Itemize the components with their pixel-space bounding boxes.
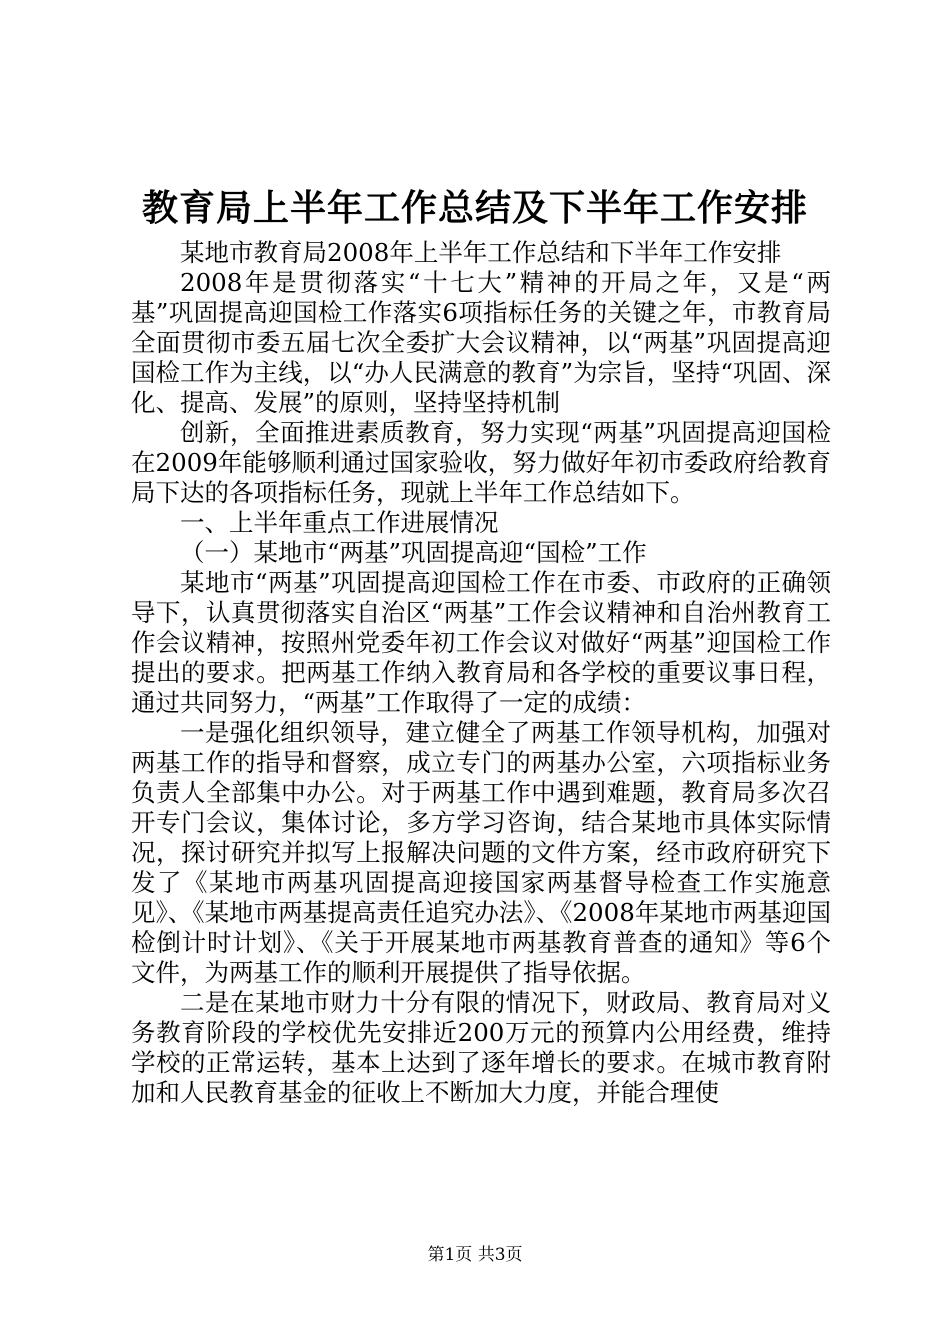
paragraph-point-two: 二是在某地市财力十分有限的情况下，财政局、教育局对义务教育阶段的学校优先安排近200万元的预算内公用经费，维持学校的正常运转，基本上达到了逐年增长的要求。在城市教育附加和人民教育基金的征收上不断加大力度，并能合理使: [131, 988, 831, 1107]
paragraph-intro: 2008年是贯彻落实“十七大”精神的开局之年，又是“两基”巩固提高迎国检工作落实6项指标任务的关键之年，市教育局全面贯彻市委五届七次全委扩大会议精神，以“两基”巩固提高迎国检工作为主线，以“办人民满意的教育”为宗旨，坚持“巩固、深化、提高、发展”的原则，坚持坚持机制: [131, 268, 831, 417]
page-footer: 第1页 共3页: [427, 1245, 523, 1265]
paragraph-intro-continued: 创新，全面推进素质教育，努力实现“两基”巩固提高迎国检在2009年能够顺利通过国家验收，努力做好年初市委政府给教育局下达的各项指标任务，现就上半年工作总结如下。: [131, 418, 831, 507]
paragraph-point-one: 一是强化组织领导，建立健全了两基工作领导机构，加强对两基工作的指导和督察，成立专门的两基办公室，六项指标业务负责人全部集中办公。对于两基工作中遇到难题，教育局多次召开专门会议，集体讨论，多方学习咨询，结合某地市具体实际情况，探讨研究并拟写上报解决问题的文件方案，经市政府研究下发了《某地市两基巩固提高迎接国家两基督导检查工作实施意见》、《某地市两基提高责任追究办法》、《2008年某地市两基迎国检倒计时计划》、《关于开展某地市两基教育普查的通知》等6个文件，为两基工作的顺利开展提供了指导依据。: [131, 718, 831, 987]
paragraph-overview: 某地市“两基”巩固提高迎国检工作在市委、市政府的正确领导下，认真贯彻落实自治区“两基”工作会议精神和自治州教育工作会议精神，按照州党委年初工作会议对做好“两基”迎国检工作提出的要求。把两基工作纳入教育局和各学校的重要议事日程，通过共同努力，“两基”工作取得了一定的成绩：: [131, 568, 831, 717]
document-body: [131, 238, 831, 1108]
paragraph-subtitle: 某地市教育局2008年上半年工作总结和下半年工作安排: [180, 238, 782, 267]
subsection-heading: （一）某地市“两基”巩固提高迎“国检”工作: [180, 538, 647, 567]
section-heading: 一、上半年重点工作进展情况: [180, 508, 499, 537]
document-title: 教育局上半年工作总结及下半年工作安排: [141, 187, 808, 229]
